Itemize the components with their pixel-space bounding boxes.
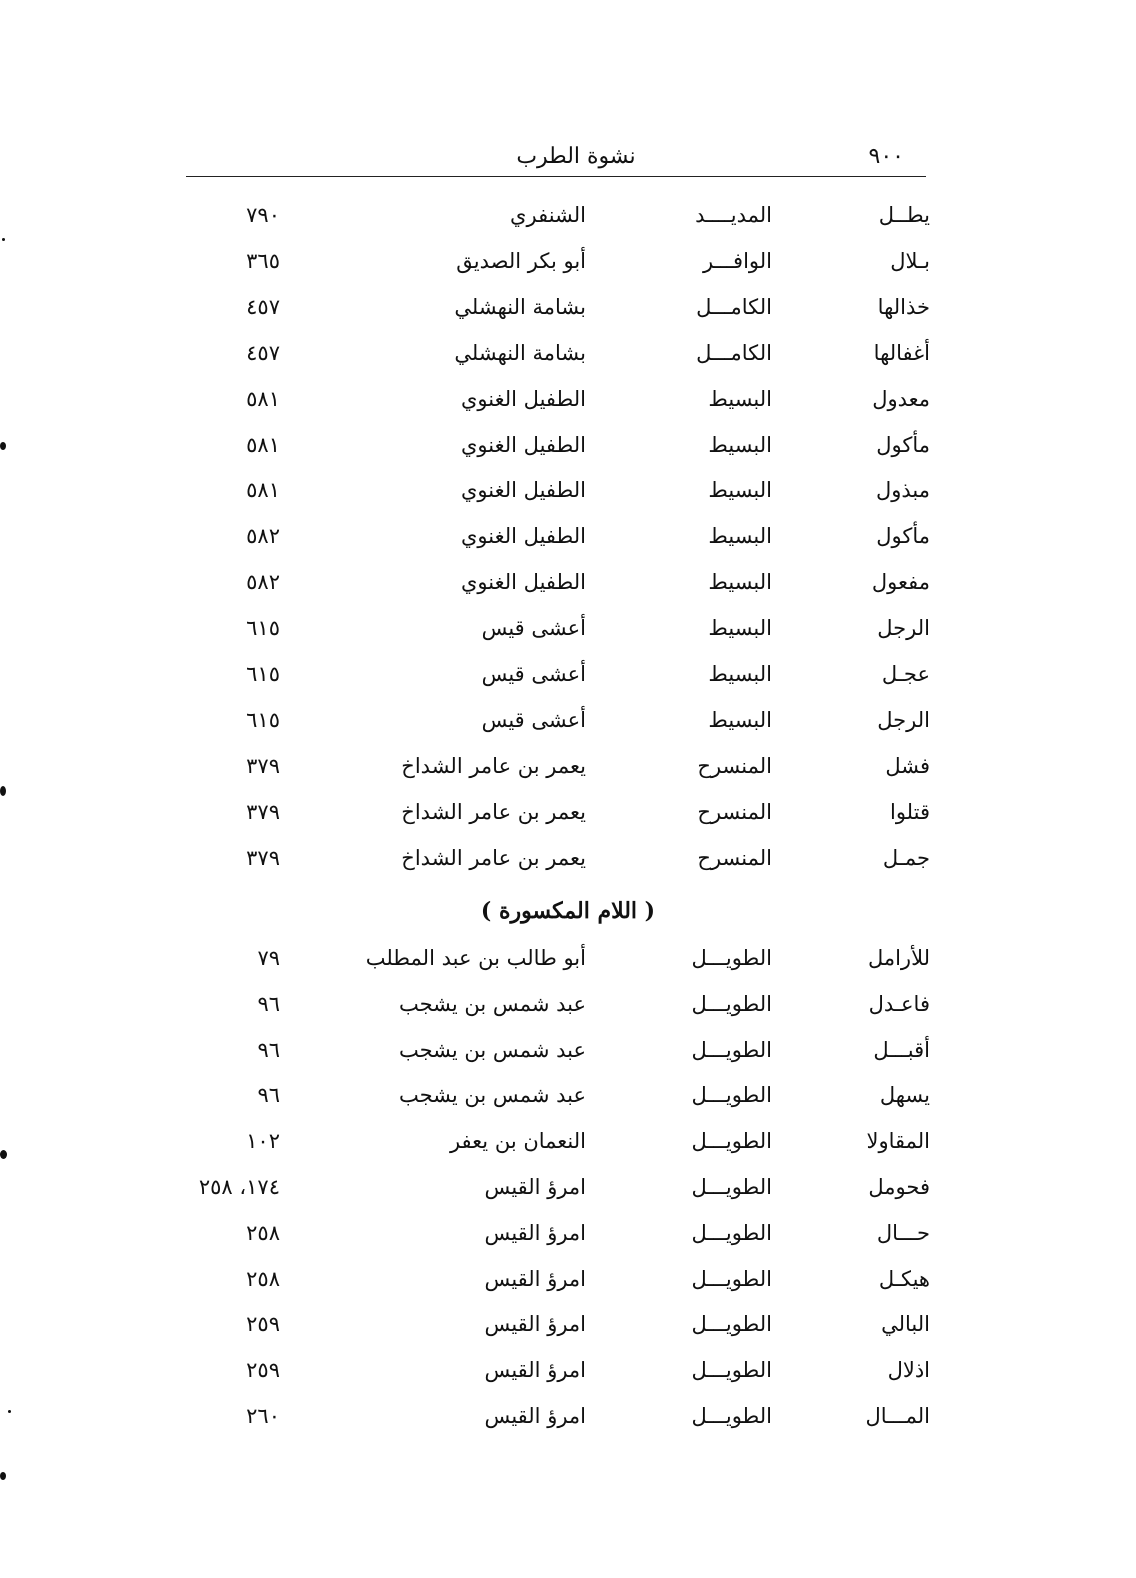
meter-name: البسيط: [708, 707, 772, 732]
page-ref: ٥٨١: [246, 478, 280, 503]
poet-name: أعشى قيس: [481, 662, 586, 686]
rhyme-word: فحومل: [868, 1175, 930, 1199]
poet-name: يعمر بن عامر الشداخ: [401, 845, 586, 870]
rhyme-word: المـــال: [865, 1404, 930, 1428]
poet-name: امرؤ القيس: [484, 1175, 586, 1199]
rhyme-word: جمـل: [882, 845, 930, 870]
meter-name: الطويـــل: [691, 1083, 772, 1108]
rhyme-word: يطــل: [878, 203, 930, 227]
rhyme-word: اذلال: [887, 1358, 930, 1383]
page-ref: ٢٥٩: [246, 1312, 280, 1337]
rhyme-word: مأكول: [876, 432, 930, 457]
rhyme-word: معدول: [872, 386, 930, 411]
table-row: [0, 383, 1136, 429]
table-row: [0, 1125, 1136, 1171]
table-row: [0, 520, 1136, 566]
table-row: [0, 245, 1136, 291]
page-ref: ٢٥٨: [246, 1220, 280, 1245]
page-ref: ٢٥٩: [246, 1358, 280, 1383]
rhyme-word: أقبـــل: [873, 1037, 930, 1062]
page-ref: ٥٨٢: [246, 524, 280, 549]
meter-name: المنسرح: [697, 845, 772, 870]
poet-name: امرؤ القيس: [484, 1404, 586, 1428]
table-row: [0, 566, 1136, 612]
table-row: [0, 842, 1136, 888]
rhyme-word: بـلال: [890, 248, 930, 273]
meter-name: الطويـــل: [691, 1129, 772, 1154]
poet-name: أبو بكر الصديق: [456, 248, 586, 273]
table-row: [0, 612, 1136, 658]
meter-name: البسيط: [708, 616, 772, 641]
page-ref: ٣٧٩: [246, 799, 280, 824]
rhyme-word: فشل: [885, 753, 930, 778]
table-row: [0, 1034, 1136, 1080]
page-header: [186, 140, 926, 177]
page-ref: ٩٦: [257, 991, 280, 1016]
meter-name: الطويـــل: [691, 1358, 772, 1383]
meter-name: الطويـــل: [691, 1404, 772, 1428]
poet-name: امرؤ القيس: [484, 1312, 586, 1337]
page-ref: ٦١٥: [246, 662, 280, 686]
page-ref: ٩٦: [257, 1037, 280, 1062]
table-row: [0, 199, 1136, 245]
poet-name: أبو طالب بن عبد المطلب: [365, 946, 586, 970]
page-ref: ٦١٥: [246, 616, 280, 641]
rhyme-word: قتلوا: [889, 799, 930, 824]
rhyme-word: يسهل: [879, 1083, 930, 1108]
meter-name: الكامـــل: [696, 340, 772, 365]
page-ref: ٥٨١: [246, 432, 280, 457]
meter-name: البسيط: [708, 478, 772, 503]
scan-speck: [0, 442, 6, 450]
table-row: [0, 658, 1136, 704]
rhyme-word: للأرامل: [867, 946, 930, 970]
rhyme-word: الرجل: [877, 616, 930, 641]
page-ref: ٤٥٧: [246, 294, 280, 319]
meter-name: البسيط: [708, 524, 772, 549]
scan-speck: [0, 1472, 6, 1480]
table-row: [0, 429, 1136, 475]
table-row: [0, 291, 1136, 337]
running-title: نشوة الطرب: [516, 144, 636, 169]
page-ref: ٦١٥: [246, 707, 280, 732]
poet-name: النعمان بن يعفر: [449, 1129, 586, 1154]
rhyme-word: مأكول: [876, 524, 930, 549]
rhyme-word: مبذول: [875, 478, 930, 503]
rhyme-word: فاعـدل: [868, 991, 930, 1016]
poet-name: عبد شمس بن يشجب: [398, 1083, 586, 1108]
meter-name: البسيط: [708, 570, 772, 595]
page-ref: ٧٩٠: [246, 203, 280, 227]
table-row: [0, 1079, 1136, 1125]
table-row: [0, 1171, 1136, 1217]
meter-name: المنسرح: [697, 799, 772, 824]
meter-name: الطويـــل: [691, 1037, 772, 1062]
rhyme-word: الرجل: [877, 707, 930, 732]
poet-name: يعمر بن عامر الشداخ: [401, 799, 586, 824]
meter-name: الكامـــل: [696, 294, 772, 319]
meter-name: البسيط: [708, 662, 772, 686]
page-ref: ٢٦٠: [246, 1404, 280, 1428]
poet-name: امرؤ القيس: [484, 1220, 586, 1245]
rhyme-word: أغفالها: [873, 340, 930, 365]
poet-name: عبد شمس بن يشجب: [398, 991, 586, 1016]
table-row: [0, 942, 1136, 988]
meter-name: الطويـــل: [691, 1312, 772, 1337]
meter-name: البسيط: [708, 432, 772, 457]
poet-name: الطفيل الغنوي: [461, 570, 586, 595]
table-row: [0, 1217, 1136, 1263]
poet-name: الشنفري: [510, 203, 586, 227]
table-row: [0, 474, 1136, 520]
scan-speck: [8, 1410, 11, 1413]
rhyme-word: هيكـل: [878, 1266, 930, 1291]
page-ref: ٥٨١: [246, 386, 280, 411]
meter-name: الطويـــل: [691, 1266, 772, 1291]
section-heading: ( اللام المكسورة ): [480, 898, 656, 924]
page-ref: ١٧٤، ٢٥٨: [198, 1175, 280, 1199]
poet-name: أعشى قيس: [481, 707, 586, 732]
page-ref: ٥٨٢: [246, 570, 280, 595]
poet-name: يعمر بن عامر الشداخ: [401, 753, 586, 778]
page-ref: ٣٧٩: [246, 753, 280, 778]
page-ref: ٢٥٨: [246, 1266, 280, 1291]
meter-name: الطويـــل: [691, 946, 772, 970]
table-row: [0, 988, 1136, 1034]
meter-name: المديــــد: [695, 203, 772, 227]
meter-name: الطويـــل: [691, 991, 772, 1016]
page-ref: ٤٥٧: [246, 340, 280, 365]
meter-name: الطويـــل: [691, 1220, 772, 1245]
rhyme-word: مفعول: [871, 570, 930, 595]
scan-speck: [0, 786, 6, 796]
scan-speck: [0, 1150, 7, 1159]
table-row: [0, 750, 1136, 796]
poet-name: امرؤ القيس: [484, 1266, 586, 1291]
table-row: [0, 796, 1136, 842]
page-ref: ١٠٢: [246, 1129, 280, 1154]
meter-name: الوافـــر: [703, 248, 772, 273]
poet-name: الطفيل الغنوي: [461, 432, 586, 457]
poet-name: عبد شمس بن يشجب: [398, 1037, 586, 1062]
rhyme-word: حـــال: [876, 1220, 930, 1245]
table-row: [0, 1400, 1136, 1446]
meter-name: البسيط: [708, 386, 772, 411]
table-row: [0, 337, 1136, 383]
poet-name: الطفيل الغنوي: [461, 478, 586, 503]
rhyme-word: خذالها: [877, 294, 930, 319]
rhyme-word: المقاولا: [866, 1129, 930, 1154]
table-row: [0, 1263, 1136, 1309]
meter-name: المنسرح: [697, 753, 772, 778]
table-row: [0, 1308, 1136, 1354]
page-number: ٩٠٠: [868, 144, 904, 169]
poet-name: بشامة النهشلي: [454, 340, 586, 365]
scan-speck: [2, 238, 5, 241]
meter-name: الطويـــل: [691, 1175, 772, 1199]
rhyme-word: عجـل: [881, 662, 930, 686]
rhyme-word: البالي: [881, 1312, 930, 1337]
page-ref: ٧٩: [257, 946, 280, 970]
page-ref: ٣٦٥: [246, 248, 280, 273]
page-ref: ٣٧٩: [246, 845, 280, 870]
poet-name: بشامة النهشلي: [454, 294, 586, 319]
table-row: [0, 704, 1136, 750]
poet-name: امرؤ القيس: [484, 1358, 586, 1383]
poet-name: الطفيل الغنوي: [461, 524, 586, 549]
poet-name: أعشى قيس: [481, 616, 586, 641]
poet-name: الطفيل الغنوي: [461, 386, 586, 411]
page-ref: ٩٦: [257, 1083, 280, 1108]
table-row: [0, 1354, 1136, 1400]
